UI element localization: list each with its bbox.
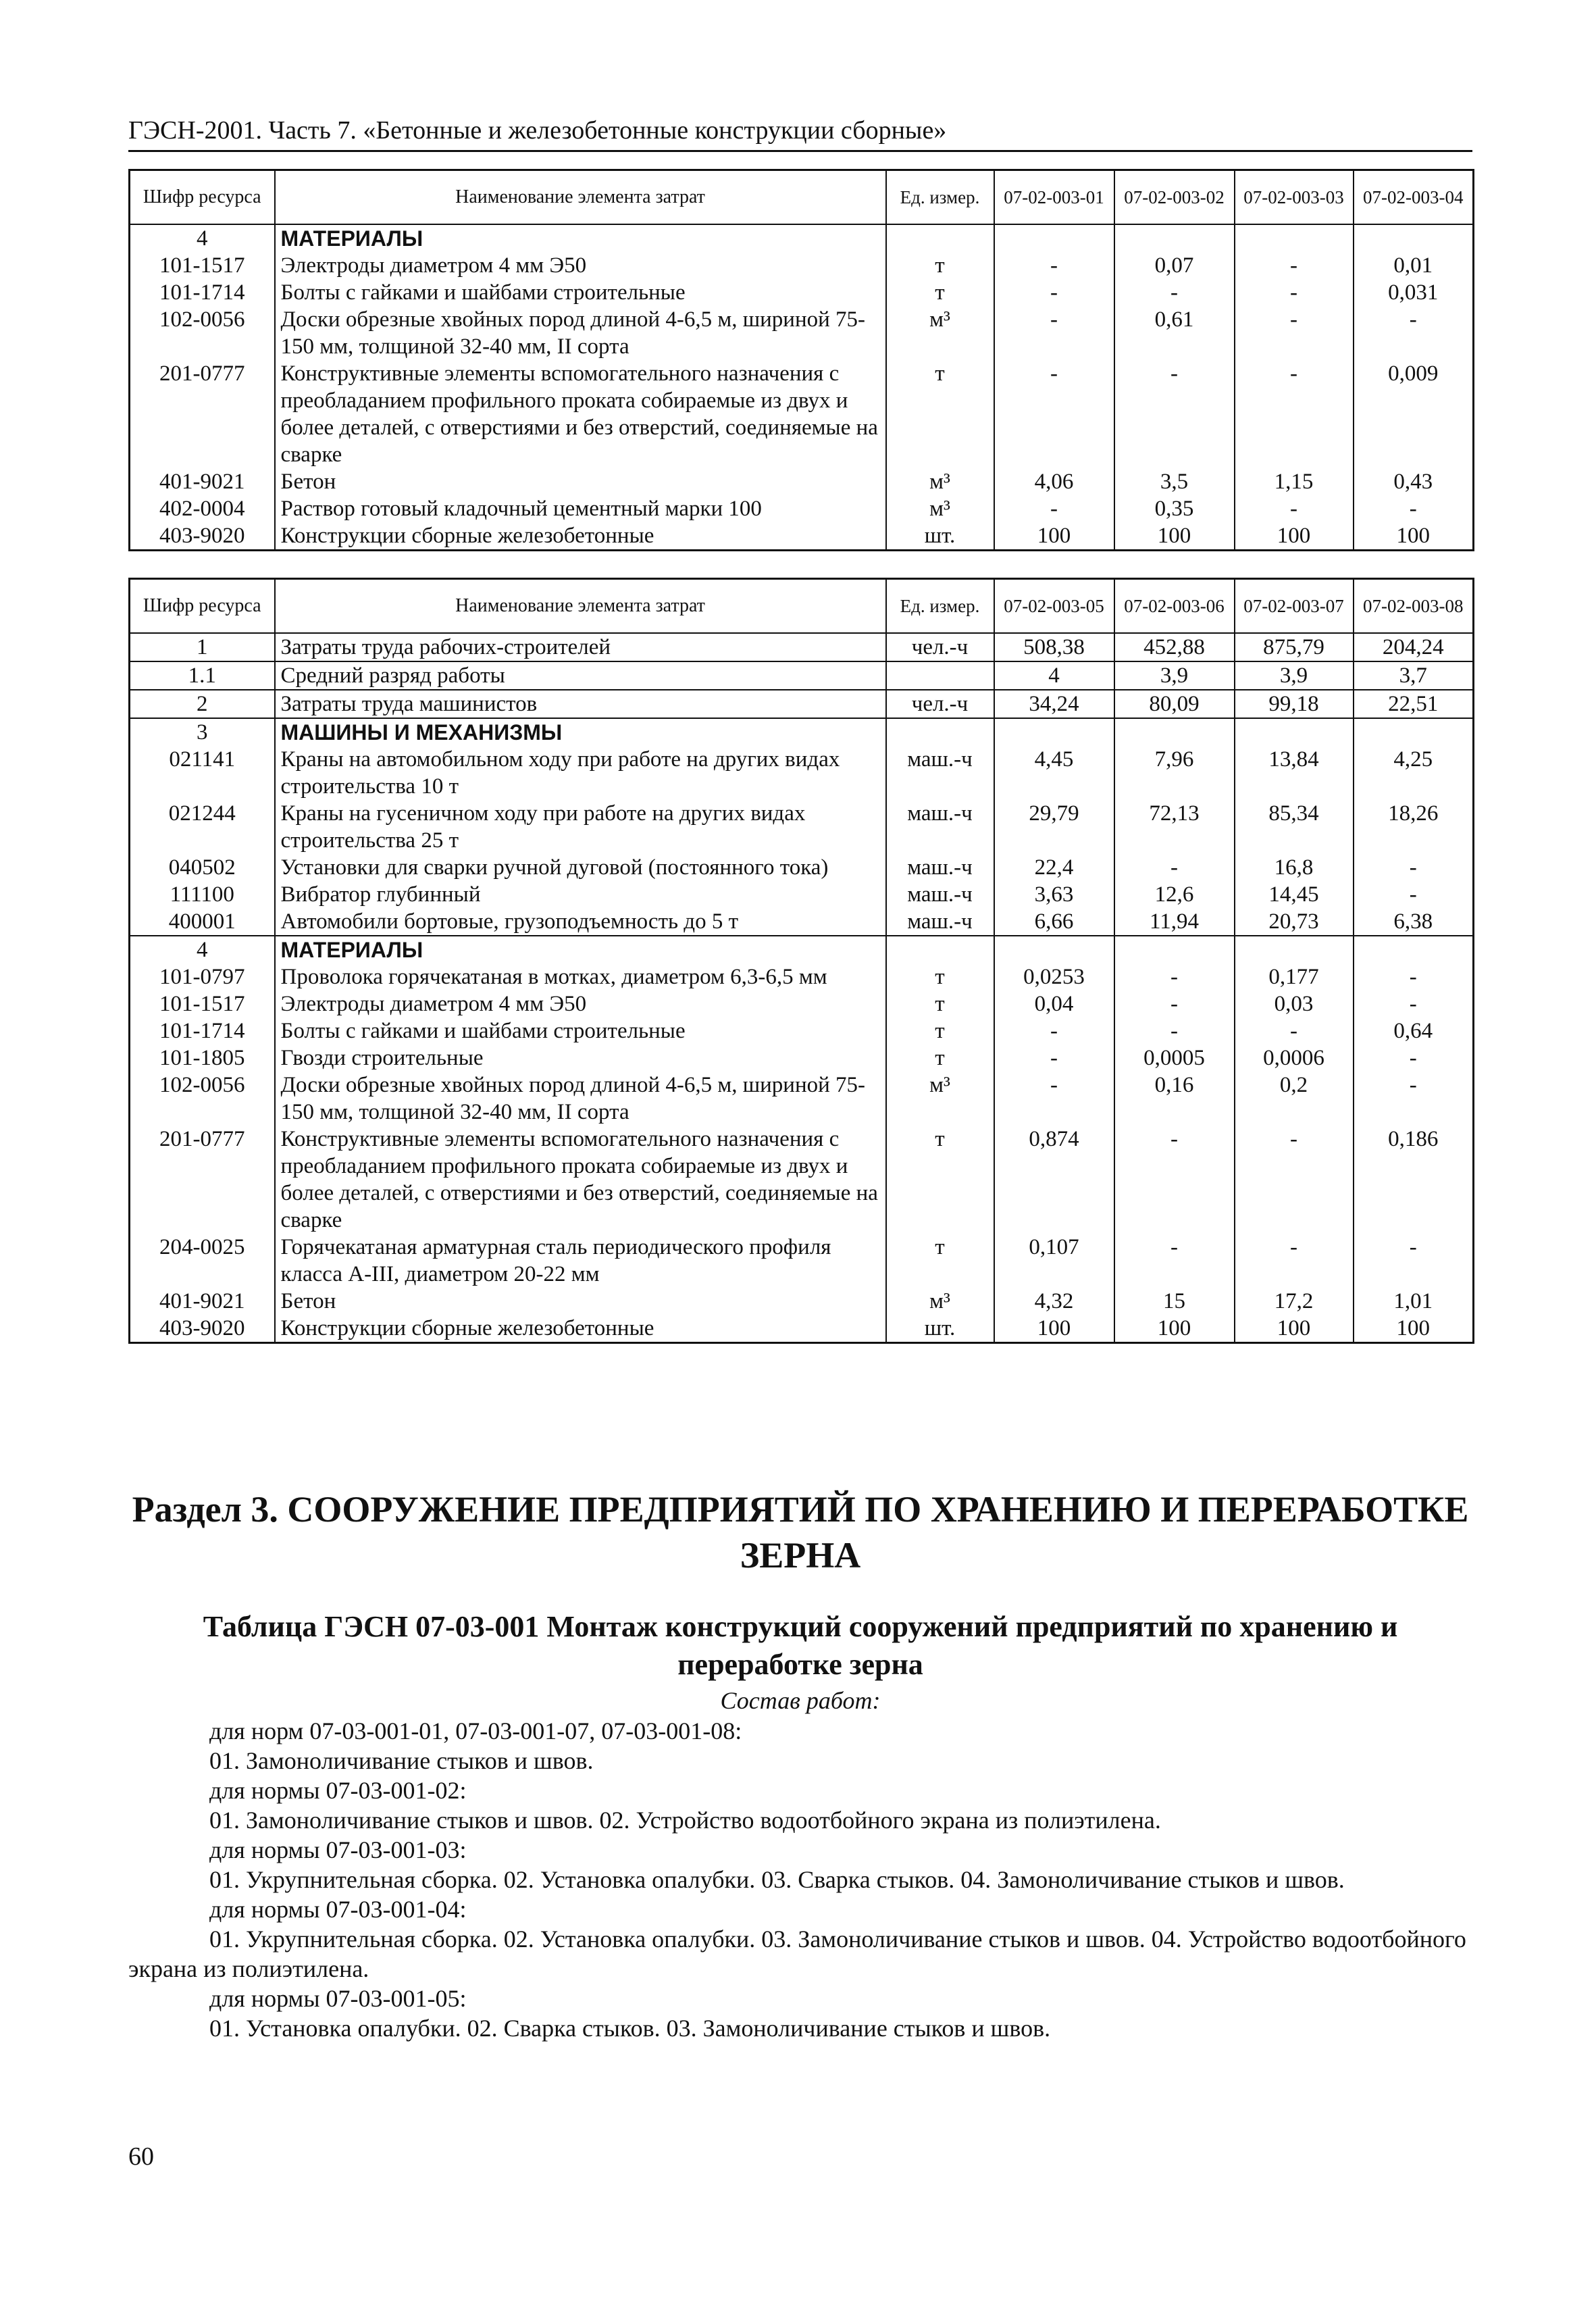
resource-code: 401-9021 [130,468,275,495]
table-row [130,690,1474,718]
work-composition-list [128,1716,1472,2043]
norm-value [1114,936,1235,963]
table-row [130,1234,1474,1288]
norm-value: - [994,279,1114,306]
norm-value [1114,224,1235,252]
unit-of-measure [886,224,994,252]
norm-value: - [994,252,1114,279]
resource-code: 040502 [130,854,275,881]
norm-value: 0,009 [1354,360,1474,468]
norm-value: 7,96 [1114,746,1235,800]
table-row [130,468,1474,495]
norm-value: 100 [1354,1315,1474,1343]
table-row [130,495,1474,522]
col-header-norm-2: 07-02-003-02 [1114,170,1235,224]
work-step: 01. Укрупнительная сборка. 02. Установка опалубки. 03. Сварка стыков. 04. Замоноличивание стыков и швов. [209,1866,1345,1893]
norm-value: 1,15 [1235,468,1354,495]
norm-value: - [994,306,1114,360]
norm-value: 100 [1235,522,1354,551]
norm-value: 0,177 [1235,963,1354,990]
norm-value: 3,5 [1114,468,1235,495]
norm-value [1235,936,1354,963]
work-step: 01. Замоноличивание стыков и швов. [209,1747,594,1774]
norm-value: 13,84 [1235,746,1354,800]
norm-value [1235,224,1354,252]
col-header-code: Шифр ресурса [130,579,275,633]
norm-value: 20,73 [1235,908,1354,936]
norm-value: - [994,1017,1114,1045]
col-header-norm-8: 07-02-003-08 [1354,579,1474,633]
resource-code: 101-1714 [130,279,275,306]
norm-value: 0,04 [994,990,1114,1017]
col-header-code: Шифр ресурса [130,170,275,224]
table-row [130,746,1474,800]
table-row [130,1288,1474,1315]
norm-value: 6,38 [1354,908,1474,936]
norm-value: 0,107 [994,1234,1114,1288]
unit-of-measure [886,661,994,690]
resource-code: 4 [130,224,275,252]
norm-value: 100 [994,1315,1114,1343]
norm-value: 100 [1114,522,1235,551]
unit-of-measure: чел.-ч [886,690,994,718]
resource-code: 101-1714 [130,1017,275,1045]
table-b-body [130,633,1474,1343]
col-header-name: Наименование элемента затрат [275,579,886,633]
table-row [130,306,1474,360]
resource-name: Вибратор глубинный [275,881,886,908]
norm-value: - [1354,306,1474,360]
resource-name: Затраты труда машинистов [275,690,886,718]
work-step: 01. Установка опалубки. 02. Сварка стыков. 03. Замоноличивание стыков и швов. [209,2015,1051,2042]
resource-name: Краны на гусеничном ходу при работе на других видах строительства 25 т [275,800,886,854]
unit-of-measure [886,718,994,746]
norm-value [1354,224,1474,252]
unit-of-measure: маш.-ч [886,854,994,881]
work-step: 01. Укрупнительная сборка. 02. Установка опалубки. 03. Замоноличивание стыков и швов. 04. Устройство водоотбойного экрана из полиэтилена. [128,1926,1466,1982]
resource-code: 101-1805 [130,1045,275,1072]
resource-name: Раствор готовый кладочный цементный марки 100 [275,495,886,522]
resource-code: 101-1517 [130,252,275,279]
table-row [130,1045,1474,1072]
table-a-body [130,224,1474,551]
norm-value: 34,24 [994,690,1114,718]
resource-code: 021244 [130,800,275,854]
resource-name: Гвозди строительные [275,1045,886,1072]
norm-value: - [1235,360,1354,468]
norm-value: 0,16 [1114,1072,1235,1126]
norm-value: - [994,1072,1114,1126]
resource-name: Конструкции сборные железобетонные [275,1315,886,1343]
norm-value: 100 [1235,1315,1354,1343]
norm-value: - [994,360,1114,468]
work-step: 01. Замоноличивание стыков и швов. 02. Устройство водоотбойного экрана из полиэтилена. [209,1807,1161,1834]
norm-value: - [1114,990,1235,1017]
norm-value: - [1235,252,1354,279]
table-section-row [130,224,1474,252]
resource-code: 102-0056 [130,1072,275,1126]
table-row [130,1072,1474,1126]
resource-name: Автомобили бортовые, грузоподъемность до 5 т [275,908,886,936]
norm-value: - [1114,1234,1235,1288]
page-number: 60 [128,2142,154,2171]
resource-code: 201-0777 [130,360,275,468]
resource-code: 3 [130,718,275,746]
norm-value: 1,01 [1354,1288,1474,1315]
resource-name: Электроды диаметром 4 мм Э50 [275,990,886,1017]
norm-value: 0,35 [1114,495,1235,522]
norm-value: 18,26 [1354,800,1474,854]
table-row [130,1017,1474,1045]
col-header-norm-3: 07-02-003-03 [1235,170,1354,224]
table-row [130,854,1474,881]
resource-code: 403-9020 [130,522,275,551]
table-row [130,800,1474,854]
col-header-norm-5: 07-02-003-05 [994,579,1114,633]
resource-code: 1 [130,633,275,661]
section-heading: МАШИНЫ И МЕХАНИЗМЫ [275,718,886,746]
table-section-row [130,718,1474,746]
norm-value: 0,186 [1354,1126,1474,1234]
norm-value: 0,2 [1235,1072,1354,1126]
norm-value: 14,45 [1235,881,1354,908]
norm-group-label: для нормы 07-03-001-05: [209,1985,467,2012]
norm-value: 508,38 [994,633,1114,661]
norm-value: 11,94 [1114,908,1235,936]
table-row [130,633,1474,661]
norm-value: 100 [1114,1315,1235,1343]
norm-value: 4,06 [994,468,1114,495]
norm-value: - [1114,963,1235,990]
norm-value: 0,01 [1354,252,1474,279]
table-title: Таблица ГЭСН 07-03-001 Монтаж конструкций сооружений предприятий по хранению и переработке зерна [203,1610,1398,1681]
norm-value: 29,79 [994,800,1114,854]
resource-code: 021141 [130,746,275,800]
table-row [130,881,1474,908]
norm-value: 4,25 [1354,746,1474,800]
norm-value: 0,43 [1354,468,1474,495]
norm-value: - [1235,306,1354,360]
table-row [130,1315,1474,1343]
section-heading: МАТЕРИАЛЫ [275,936,886,963]
col-header-unit: Ед. измер. [886,170,994,224]
norm-value: 0,03 [1235,990,1354,1017]
norm-value: - [1235,279,1354,306]
table-row [130,252,1474,279]
unit-of-measure: т [886,252,994,279]
resource-name: Болты с гайками и шайбами строительные [275,1017,886,1045]
norm-value: 85,34 [1235,800,1354,854]
norm-value [1235,718,1354,746]
col-header-norm-1: 07-02-003-01 [994,170,1114,224]
unit-of-measure: т [886,1126,994,1234]
norm-value: 4,45 [994,746,1114,800]
norm-value: 22,4 [994,854,1114,881]
resource-name: Затраты труда рабочих-строителей [275,633,886,661]
resource-name: Средний разряд работы [275,661,886,690]
norm-value: 0,031 [1354,279,1474,306]
norm-value: 4 [994,661,1114,690]
resource-table-b [128,578,1474,1344]
norm-group-label: для нормы 07-03-001-04: [209,1896,467,1923]
norm-value: - [1354,1234,1474,1288]
unit-of-measure: т [886,1045,994,1072]
norm-value: 0,64 [1354,1017,1474,1045]
resource-name: Конструкции сборные железобетонные [275,522,886,551]
unit-of-measure: шт. [886,1315,994,1343]
resource-name: Бетон [275,1288,886,1315]
resource-code: 111100 [130,881,275,908]
norm-value: 0,0006 [1235,1045,1354,1072]
norm-group-label: для нормы 07-03-001-02: [209,1777,467,1804]
resource-code: 401-9021 [130,1288,275,1315]
norm-value: - [1354,963,1474,990]
norm-value: 80,09 [1114,690,1235,718]
resource-code: 201-0777 [130,1126,275,1234]
norm-value: 12,6 [1114,881,1235,908]
composition-label: Состав работ: [720,1687,881,1714]
unit-of-measure: м³ [886,468,994,495]
unit-of-measure: шт. [886,522,994,551]
table-section-row [130,936,1474,963]
norm-value [1354,936,1474,963]
section-heading: МАТЕРИАЛЫ [275,224,886,252]
norm-value: - [1235,1126,1354,1234]
col-header-unit: Ед. измер. [886,579,994,633]
unit-of-measure: т [886,990,994,1017]
resource-code: 4 [130,936,275,963]
unit-of-measure: т [886,963,994,990]
norm-value: 15 [1114,1288,1235,1315]
resource-code: 403-9020 [130,1315,275,1343]
resource-table-a [128,169,1474,551]
table-row [130,360,1474,468]
norm-value: - [1235,495,1354,522]
norm-value: 6,66 [994,908,1114,936]
unit-of-measure: т [886,279,994,306]
table-row [130,279,1474,306]
resource-name: Конструктивные элементы вспомогательного назначения с преобладанием профильного проката собираемые из двух и более деталей, с отверстиями и без отверстий, соединяемые на сварке [275,1126,886,1234]
table-row [130,963,1474,990]
norm-value [994,718,1114,746]
resource-code: 102-0056 [130,306,275,360]
norm-value: - [994,495,1114,522]
norm-value: - [1114,360,1235,468]
norm-value: - [1354,854,1474,881]
norm-value: - [994,1045,1114,1072]
norm-value: - [1114,854,1235,881]
table-row [130,1126,1474,1234]
norm-value: 3,9 [1114,661,1235,690]
resource-name: Горячекатаная арматурная сталь периодического профиля класса А-III, диаметром 20-22 мм [275,1234,886,1288]
unit-of-measure: маш.-ч [886,908,994,936]
norm-value: - [1354,1072,1474,1126]
resource-name: Установки для сварки ручной дуговой (постоянного тока) [275,854,886,881]
norm-value: 3,9 [1235,661,1354,690]
resource-code: 402-0004 [130,495,275,522]
norm-value: - [1354,1045,1474,1072]
norm-value: - [1354,495,1474,522]
norm-value: - [1235,1017,1354,1045]
unit-of-measure: маш.-ч [886,881,994,908]
unit-of-measure: т [886,1234,994,1288]
norm-value [1114,718,1235,746]
resource-name: Проволока горячекатаная в мотках, диаметром 6,3-6,5 мм [275,963,886,990]
resource-name: Конструктивные элементы вспомогательного назначения с преобладанием профильного проката собираемые из двух и более деталей, с отверстиями и без отверстий, соединяемые на сварке [275,360,886,468]
norm-value [994,936,1114,963]
section-title: Раздел 3. СООРУЖЕНИЕ ПРЕДПРИЯТИЙ ПО ХРАНЕНИЮ И ПЕРЕРАБОТКЕ ЗЕРНА [132,1489,1469,1576]
table-row [130,522,1474,551]
norm-value: - [1354,881,1474,908]
resource-code: 1.1 [130,661,275,690]
norm-value: 0,61 [1114,306,1235,360]
norm-value: 100 [1354,522,1474,551]
norm-value: - [1114,279,1235,306]
unit-of-measure: м³ [886,1072,994,1126]
resource-name: Электроды диаметром 4 мм Э50 [275,252,886,279]
norm-value: 0,0005 [1114,1045,1235,1072]
resource-code: 400001 [130,908,275,936]
norm-value: 204,24 [1354,633,1474,661]
norm-value: 72,13 [1114,800,1235,854]
norm-value: 99,18 [1235,690,1354,718]
norm-value: - [1114,1017,1235,1045]
resource-code: 2 [130,690,275,718]
running-header: ГЭСН-2001. Часть 7. «Бетонные и железобетонные конструкции сборные» [128,115,1472,152]
col-header-norm-6: 07-02-003-06 [1114,579,1235,633]
resource-code: 101-1517 [130,990,275,1017]
norm-value: 17,2 [1235,1288,1354,1315]
norm-value: 0,0253 [994,963,1114,990]
unit-of-measure: т [886,360,994,468]
resource-code: 204-0025 [130,1234,275,1288]
table-row [130,990,1474,1017]
norm-value [1354,718,1474,746]
table-row [130,661,1474,690]
unit-of-measure: маш.-ч [886,746,994,800]
norm-value: 452,88 [1114,633,1235,661]
resource-name: Краны на автомобильном ходу при работе на других видах строительства 10 т [275,746,886,800]
norm-value: 16,8 [1235,854,1354,881]
norm-value: 100 [994,522,1114,551]
unit-of-measure [886,936,994,963]
norm-value: - [1354,990,1474,1017]
unit-of-measure: маш.-ч [886,800,994,854]
col-header-name: Наименование элемента затрат [275,170,886,224]
norm-value: - [1114,1126,1235,1234]
norm-value: 0,874 [994,1126,1114,1234]
unit-of-measure: т [886,1017,994,1045]
col-header-norm-4: 07-02-003-04 [1354,170,1474,224]
norm-value: 4,32 [994,1288,1114,1315]
resource-code: 101-0797 [130,963,275,990]
norm-value: 3,63 [994,881,1114,908]
unit-of-measure: м³ [886,306,994,360]
norm-value [994,224,1114,252]
table-row [130,908,1474,936]
norm-value: 3,7 [1354,661,1474,690]
norm-value: 875,79 [1235,633,1354,661]
unit-of-measure: м³ [886,1288,994,1315]
norm-value: 22,51 [1354,690,1474,718]
norm-group-label: для нормы 07-03-001-03: [209,1836,467,1863]
resource-name: Болты с гайками и шайбами строительные [275,279,886,306]
col-header-norm-7: 07-02-003-07 [1235,579,1354,633]
resource-name: Бетон [275,468,886,495]
norm-group-label: для норм 07-03-001-01, 07-03-001-07, 07-03-001-08: [209,1717,742,1744]
norm-value: 0,07 [1114,252,1235,279]
resource-name: Доски обрезные хвойных пород длиной 4-6,5 м, шириной 75-150 мм, толщиной 32-40 мм, II сорта [275,1072,886,1126]
norm-value: - [1235,1234,1354,1288]
unit-of-measure: м³ [886,495,994,522]
resource-name: Доски обрезные хвойных пород длиной 4-6,5 м, шириной 75-150 мм, толщиной 32-40 мм, II сорта [275,306,886,360]
unit-of-measure: чел.-ч [886,633,994,661]
